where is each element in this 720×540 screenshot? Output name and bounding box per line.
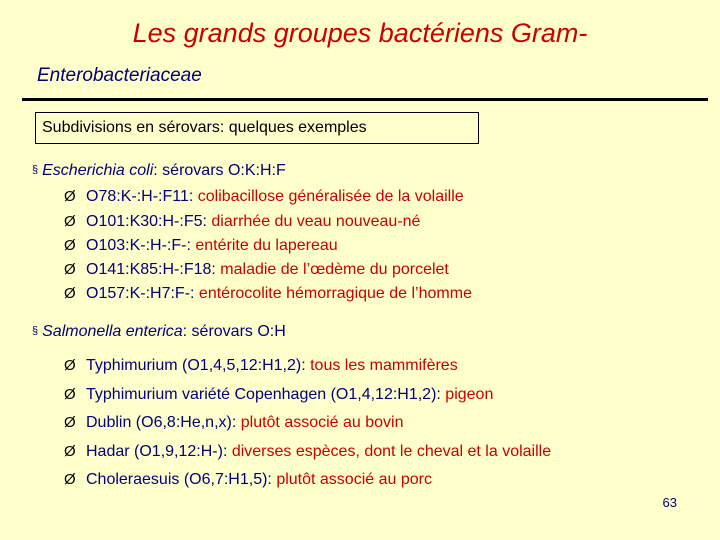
disease-description: colibacillose généralisée de la volaille bbox=[197, 188, 464, 205]
square-bullet-icon: § bbox=[32, 164, 39, 176]
disease-description: entérocolite hémorragique de l’homme bbox=[198, 285, 472, 302]
arrow-bullet-icon: Ø bbox=[64, 386, 76, 403]
arrow-bullet-icon: Ø bbox=[64, 443, 76, 460]
arrow-bullet-icon: Ø bbox=[64, 357, 76, 374]
host-description: tous les mammifères bbox=[310, 357, 458, 374]
host-description: pigeon bbox=[445, 386, 494, 403]
host-description: diverses espèces, dont le cheval et la volaille bbox=[231, 443, 552, 460]
serovar-code: O141:K85:H-:F18: bbox=[86, 261, 221, 278]
list-item bbox=[64, 441, 551, 463]
host-description: plutôt associé au bovin bbox=[240, 414, 404, 431]
list-item bbox=[64, 355, 458, 377]
serovar-code: Choleraesuis (O6,7:H1,5): bbox=[86, 471, 277, 488]
list-item bbox=[64, 235, 338, 257]
arrow-bullet-icon: Ø bbox=[64, 213, 76, 230]
species-name: Escherichia coli bbox=[42, 162, 154, 179]
arrow-bullet-icon: Ø bbox=[64, 237, 76, 254]
divider-rule bbox=[22, 98, 708, 101]
list-item bbox=[64, 186, 464, 208]
serovar-code: O157:K-:H7:F-: bbox=[86, 285, 199, 302]
arrow-bullet-icon: Ø bbox=[64, 188, 76, 205]
serovar-code: Typhimurium (O1,4,5,12:H1,2): bbox=[86, 357, 311, 374]
serovar-code: O101:K30:H-:F5: bbox=[86, 213, 212, 230]
arrow-bullet-icon: Ø bbox=[64, 261, 76, 278]
serovar-code: O78:K-:H-:F11: bbox=[86, 188, 198, 205]
list-item bbox=[64, 283, 472, 305]
section-heading-salmonella-enterica bbox=[32, 321, 286, 344]
disease-description: entérite du lapereau bbox=[195, 237, 338, 254]
slide-title: Les grands groupes bactériens Gram- bbox=[132, 18, 588, 48]
disease-description: maladie de l’œdème du porcelet bbox=[220, 261, 449, 278]
serovar-code: O103:K-:H-:F-: bbox=[86, 237, 196, 254]
disease-description: diarrhée du veau nouveau-né bbox=[211, 213, 421, 230]
arrow-bullet-icon: Ø bbox=[64, 285, 76, 302]
list-item bbox=[64, 211, 420, 233]
host-description: plutôt associé au porc bbox=[276, 471, 432, 488]
section-heading-escherichia-coli bbox=[32, 160, 286, 183]
page-number: 63 bbox=[662, 495, 677, 510]
arrow-bullet-icon: Ø bbox=[64, 471, 76, 488]
list-item bbox=[64, 259, 449, 281]
boxed-heading: Subdivisions en sérovars: quelques exemples bbox=[35, 112, 479, 144]
species-name: Salmonella enterica bbox=[42, 323, 183, 340]
serovar-code: Typhimurium variété Copenhagen (O1,4,12:H1,2): bbox=[86, 386, 446, 403]
serovar-code: Dublin (O6,8:He,n,x): bbox=[86, 414, 241, 431]
list-item bbox=[64, 469, 432, 491]
arrow-bullet-icon: Ø bbox=[64, 414, 76, 431]
list-item bbox=[64, 412, 404, 434]
serovar-scheme: : sérovars O:K:H:F bbox=[153, 162, 286, 179]
slide-subtitle: Enterobacteriaceae bbox=[37, 65, 202, 86]
serovar-scheme: : sérovars O:H bbox=[182, 323, 286, 340]
list-item bbox=[64, 384, 493, 406]
square-bullet-icon: § bbox=[32, 325, 39, 337]
serovar-code: Hadar (O1,9,12:H-): bbox=[86, 443, 232, 460]
